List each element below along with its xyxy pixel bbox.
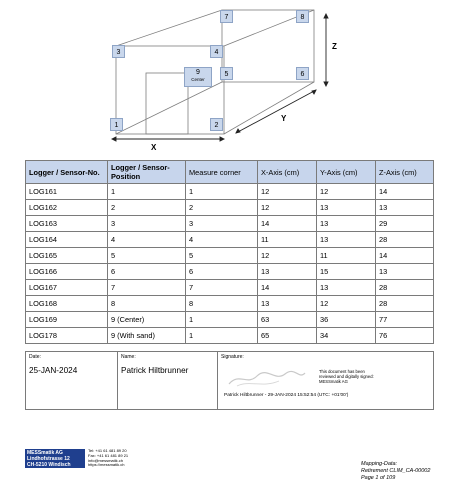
contact-web: https://messmatik.ch: [88, 462, 125, 468]
table-cell: 9 (With sand): [108, 328, 186, 344]
table-cell: 28: [376, 280, 434, 296]
header-z-axis: Z-Axis (cm): [376, 161, 434, 184]
doc-info-title: Mapping-Data:: [361, 461, 398, 467]
table-cell: 14: [258, 280, 317, 296]
table-cell: 6: [108, 264, 186, 280]
y-axis-label: Y: [281, 114, 287, 123]
position-5-marker: 5: [220, 67, 233, 80]
table-cell: 11: [258, 232, 317, 248]
table-cell: 2: [186, 200, 258, 216]
table-cell: 12: [258, 200, 317, 216]
table-cell: 14: [376, 248, 434, 264]
table-cell: 12: [317, 184, 376, 200]
center-id: 9: [196, 69, 200, 76]
position-9-center-marker: [184, 67, 212, 87]
table-cell: 13: [317, 216, 376, 232]
table-cell: LOG163: [26, 216, 108, 232]
company-contact: [88, 449, 128, 468]
table-cell: 77: [376, 312, 434, 328]
table-cell: 34: [317, 328, 376, 344]
signature-note-line-3: MESSmatik AG: [319, 379, 348, 384]
company-city: CH-5210 Windisch: [27, 462, 71, 468]
table-cell: 28: [376, 296, 434, 312]
signature-line: Patrick Hiltbrunner - 29-JAN-2024 15:52:54 (UTC: +01'00'): [224, 393, 349, 398]
sensor-position-diagram: [0, 0, 449, 160]
company-street: Lindhofstrasse 12: [27, 456, 70, 462]
table-cell: 13: [317, 280, 376, 296]
table-cell: 13: [376, 200, 434, 216]
table-cell: 6: [186, 264, 258, 280]
name-label: Name:: [121, 354, 136, 360]
handwritten-signature: [227, 368, 307, 390]
date-cell: [26, 352, 118, 410]
position-4-marker: 4: [210, 45, 223, 58]
signature-block: [25, 351, 434, 410]
table-cell: 12: [258, 184, 317, 200]
sensor-table: [25, 160, 434, 344]
table-row: [26, 312, 434, 328]
position-6-marker: 6: [296, 67, 309, 80]
table-cell: LOG165: [26, 248, 108, 264]
table-cell: LOG162: [26, 200, 108, 216]
position-2-marker: 2: [210, 118, 223, 131]
table-cell: 15: [317, 264, 376, 280]
signature-cell: [218, 352, 434, 410]
table-cell: 4: [108, 232, 186, 248]
table-row: [26, 328, 434, 344]
table-cell: LOG166: [26, 264, 108, 280]
table-cell: LOG178: [26, 328, 108, 344]
contact-email: info@messmatik.ch: [88, 457, 123, 463]
table-row: [26, 248, 434, 264]
signature-label: Signature:: [221, 354, 244, 360]
document-info: [361, 461, 430, 482]
table-cell: 5: [186, 248, 258, 264]
signature-note-line-1: This document has been: [319, 369, 365, 374]
table-row: [26, 264, 434, 280]
table-cell: 2: [108, 200, 186, 216]
z-axis-label: Z: [332, 42, 337, 51]
header-logger-position: Logger / Sensor-Position: [108, 161, 186, 184]
position-8-marker: 8: [296, 10, 309, 23]
header-x-axis: X-Axis (cm): [258, 161, 317, 184]
table-cell: LOG167: [26, 280, 108, 296]
table-cell: 8: [108, 296, 186, 312]
table-row: [26, 216, 434, 232]
table-cell: 1: [186, 328, 258, 344]
table-cell: 65: [258, 328, 317, 344]
contact-tel: Tel: +41 61 481 89 20: [88, 448, 127, 453]
date-label: Date:: [29, 354, 41, 360]
table-cell: 13: [317, 232, 376, 248]
table-cell: 1: [108, 184, 186, 200]
table-cell: 12: [258, 248, 317, 264]
doc-info-page: Page 1 of 109: [361, 475, 396, 481]
table-cell: 7: [108, 280, 186, 296]
header-logger-no: Logger / Sensor-No.: [26, 161, 108, 184]
table-header-row: [26, 161, 434, 184]
table-cell: 12: [317, 296, 376, 312]
table-cell: 5: [108, 248, 186, 264]
table-cell: 29: [376, 216, 434, 232]
table-cell: LOG161: [26, 184, 108, 200]
header-y-axis: Y-Axis (cm): [317, 161, 376, 184]
table-cell: 13: [258, 264, 317, 280]
company-name: MESSmatik AG: [27, 450, 63, 456]
signature-note-line-2: reviewed and digitally signed:: [319, 374, 374, 379]
table-cell: 13: [258, 296, 317, 312]
signature-note: [319, 369, 374, 384]
table-cell: 13: [317, 200, 376, 216]
date-value: 25-JAN-2024: [29, 366, 78, 375]
table-cell: 11: [317, 248, 376, 264]
table-cell: 13: [376, 264, 434, 280]
table-cell: 8: [186, 296, 258, 312]
table-cell: 14: [376, 184, 434, 200]
table-cell: 9 (Center): [108, 312, 186, 328]
table-cell: 7: [186, 280, 258, 296]
table-row: [26, 296, 434, 312]
header-measure-corner: Measure corner: [186, 161, 258, 184]
table-cell: 1: [186, 184, 258, 200]
table-cell: 63: [258, 312, 317, 328]
table-cell: 14: [258, 216, 317, 232]
table-cell: 36: [317, 312, 376, 328]
table-row: [26, 232, 434, 248]
table-cell: 1: [186, 312, 258, 328]
table-cell: LOG164: [26, 232, 108, 248]
table-cell: 76: [376, 328, 434, 344]
table-row: [26, 280, 434, 296]
x-axis-label: X: [151, 143, 157, 152]
contact-fax: Fax: +41 61 481 89 21: [88, 452, 129, 458]
table-cell: LOG168: [26, 296, 108, 312]
position-7-marker: 7: [220, 10, 233, 23]
position-3-marker: 3: [112, 45, 125, 58]
name-cell: [118, 352, 218, 410]
table-cell: 4: [186, 232, 258, 248]
center-label: Center: [191, 77, 205, 82]
company-logo: [25, 449, 85, 468]
position-1-marker: 1: [110, 118, 123, 131]
table-cell: 3: [186, 216, 258, 232]
table-cell: 28: [376, 232, 434, 248]
table-row: [26, 184, 434, 200]
table-cell: LOG169: [26, 312, 108, 328]
table-row: [26, 200, 434, 216]
doc-info-id: Retirement CLIM_CA-00002: [361, 468, 431, 474]
table-cell: 3: [108, 216, 186, 232]
name-value: Patrick Hiltbrunner: [121, 366, 189, 375]
